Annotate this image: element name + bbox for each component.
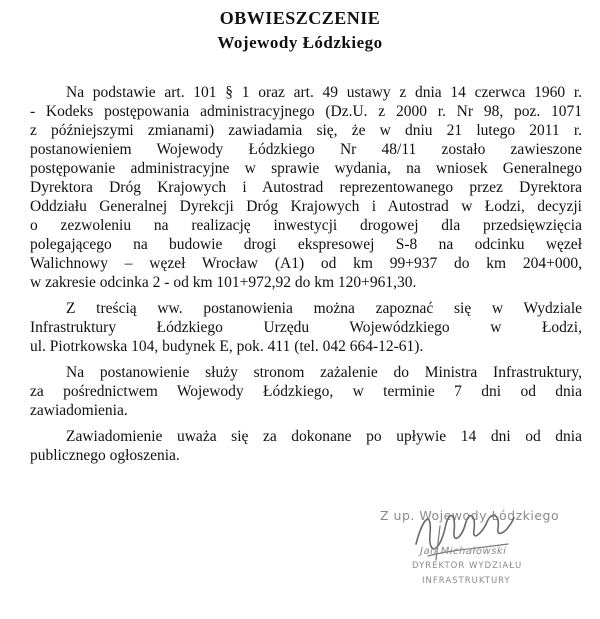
document-title: OBWIESZCZENIE <box>219 8 381 28</box>
paragraph-1-line: postępowanie administracyjne w sprawie wydania, na wniosek Generalnego <box>30 160 582 177</box>
paragraph-1-line: postanowieniem Wojewody Łódzkiego Nr 48/11 zostało zawieszone <box>30 141 582 158</box>
paragraph-1-line: z późniejszymi zmianami) zawiadamia się, że w dniu 21 lutego 2011 r. <box>30 122 582 139</box>
document-subtitle: Wojewody Łódzkiego <box>217 33 383 52</box>
paragraph-1-line: Walichnowy – węzeł Wrocław (A1) od km 99+937 do km 204+000, <box>30 255 582 272</box>
paragraph-1-line: Oddziału Generalnej Dyrekcji Dróg Krajowych i Autostrad w Łodzi, decyzji <box>30 198 582 215</box>
paragraph-1-line: polegającego na budowie drogi ekspresowej S-8 na odcinku węzeł <box>30 236 582 253</box>
signature-block <box>380 508 590 608</box>
paragraph-3-line: Na postanowienie służy stronom zażalenie do Ministra Infrastruktury, <box>66 364 582 381</box>
stamp-name: Jan Michałowski <box>420 546 507 557</box>
paragraph-3-line: za pośrednictwem Wojewody Łódzkiego, w terminie 7 dni od dnia <box>30 383 582 400</box>
paragraph-1-line: w zakresie odcinka 2 - od km 101+972,92 do km 120+961,30. <box>30 274 417 291</box>
paragraph-1-line: Dyrektora Dróg Krajowych i Autostrad reprezentowanego przez Dyrektora <box>30 179 582 196</box>
stamp-department: INFRASTRUKTURY <box>422 576 511 586</box>
paragraph-3-line: zawiadomienia. <box>30 402 128 419</box>
paragraph-1-line: Na podstawie art. 101 § 1 oraz art. 49 ustawy z dnia 14 czerwca 1960 r. <box>66 84 582 101</box>
paragraph-4-line: publicznego ogłoszenia. <box>30 447 180 464</box>
stamp-position: DYREKTOR WYDZIAŁU <box>412 561 523 571</box>
paragraph-2-line: Infrastruktury Łódzkiego Urzędu Wojewódzkiego w Łodzi, <box>30 319 582 336</box>
paragraph-2-line: ul. Piotrkowska 104, budynek E, pok. 411 (tel. 042 664-12-61). <box>30 338 424 355</box>
paragraph-2-line: Z treścią ww. postanowienia można zapoznać się w Wydziale <box>66 300 582 317</box>
stamp-authorization: Z up. Wojewody Łódzkiego <box>380 508 560 523</box>
paragraph-4-line: Zawiadomienie uważa się za dokonane po upływie 14 dni od dnia <box>66 428 582 445</box>
paragraph-1-line: - Kodeks postępowania administracyjnego (Dz.U. z 2000 r. Nr 98, poz. 1071 <box>30 103 582 120</box>
paragraph-1-line: o zezwoleniu na realizację inwestycji drogowej dla przedsięwzięcia <box>30 217 582 234</box>
